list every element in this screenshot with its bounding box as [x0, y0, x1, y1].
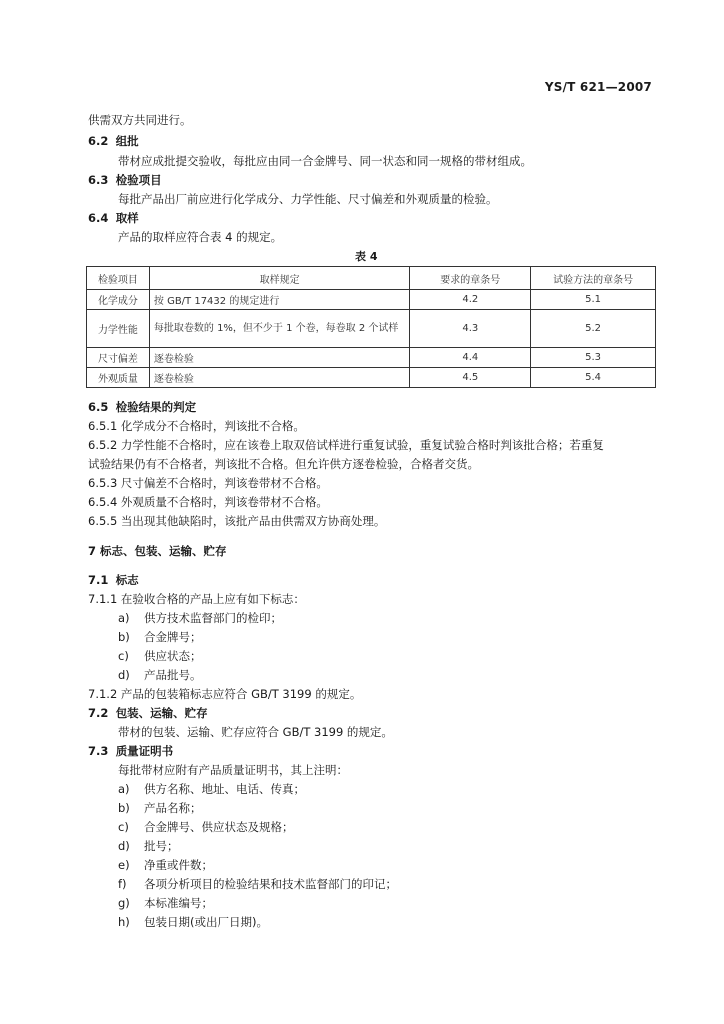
clause-6-5-2: 6.5.2 力学性能不合格时，应在该卷上取双倍试样进行重复试验，重复试验合格时判该批合格；若重复 — [88, 438, 604, 452]
section-7-2-body: 带材的包装、运输、贮存应符合 GB/T 3199 的规定。 — [118, 725, 393, 739]
table-cell: 外观质量 — [87, 368, 150, 388]
table-cell: 5.4 — [531, 368, 656, 388]
table-row — [87, 368, 656, 388]
list-item: c) 供应状态； — [118, 649, 202, 663]
section-6-5-heading: 6.5 检验结果的判定 — [88, 400, 197, 414]
clause-6-5-2-cont: 试验结果仍有不合格者，判该批不合格。但允许供方逐卷检验，合格者交货。 — [88, 457, 479, 471]
list-item: d) 批号； — [118, 839, 179, 853]
table-cell: 5.2 — [531, 310, 656, 348]
table-cell: 4.4 — [410, 348, 531, 368]
section-6-4-heading: 6.4 取样 — [88, 211, 139, 225]
section-6-2-body: 带材应成批提交验收，每批应由同一合金牌号、同一状态和同一规格的带材组成。 — [118, 154, 532, 168]
list-item: d) 产品批号。 — [118, 668, 202, 682]
document-code: YS/T 621—2007 — [544, 80, 652, 94]
table-cell: 4.2 — [410, 290, 531, 310]
section-6-4-body: 产品的取样应符合表 4 的规定。 — [118, 230, 283, 244]
table-cell: 每批取卷数的 1%，但不少于 1 个卷，每卷取 2 个试样 — [149, 310, 410, 348]
clause-6-5-3: 6.5.3 尺寸偏差不合格时，判该卷带材不合格。 — [88, 476, 328, 490]
table-cell: 5.1 — [531, 290, 656, 310]
table-caption: 表 4 — [355, 250, 378, 263]
continued-text: 供需双方共同进行。 — [88, 113, 192, 127]
table-row — [87, 310, 656, 348]
sampling-table — [86, 266, 656, 388]
table-header-cell: 取样规定 — [149, 267, 410, 290]
table-cell: 按 GB/T 17432 的规定进行 — [149, 290, 410, 310]
list-item: a) 供方名称、地址、电话、传真； — [118, 782, 305, 796]
clause-6-5-4: 6.5.4 外观质量不合格时，判该卷带材不合格。 — [88, 495, 328, 509]
section-7-3-heading: 7.3 质量证明书 — [88, 744, 174, 758]
clause-7-1-1: 7.1.1 在验收合格的产品上应有如下标志： — [88, 592, 305, 606]
clause-6-5-5: 6.5.5 当出现其他缺陷时，该批产品由供需双方协商处理。 — [88, 514, 386, 528]
table-cell: 逐卷检验 — [149, 368, 410, 388]
table-header-cell: 要求的章条号 — [410, 267, 531, 290]
section-6-3-body: 每批产品出厂前应进行化学成分、力学性能、尺寸偏差和外观质量的检验。 — [118, 192, 498, 206]
table-cell: 4.5 — [410, 368, 531, 388]
section-7-heading: 7 标志、包装、运输、贮存 — [88, 544, 227, 558]
table-header-cell: 试验方法的章条号 — [531, 267, 656, 290]
list-item: h) 包装日期(或出厂日期)。 — [118, 915, 268, 929]
table-header-row — [87, 267, 656, 290]
section-7-3-body: 每批带材应附有产品质量证明书，其上注明： — [118, 763, 348, 777]
table-cell: 化学成分 — [87, 290, 150, 310]
table-cell: 5.3 — [531, 348, 656, 368]
section-6-3-heading: 6.3 检验项目 — [88, 173, 162, 187]
list-item: e) 净重或件数； — [118, 858, 213, 872]
clause-7-1-2: 7.1.2 产品的包装箱标志应符合 GB/T 3199 的规定。 — [88, 687, 362, 701]
list-item: b) 产品名称； — [118, 801, 202, 815]
table-header-cell: 检验项目 — [87, 267, 150, 290]
table-row — [87, 348, 656, 368]
table-cell: 力学性能 — [87, 310, 150, 348]
list-item: g) 本标准编号； — [118, 896, 213, 910]
table-cell: 4.3 — [410, 310, 531, 348]
table-row — [87, 290, 656, 310]
section-6-2-heading: 6.2 组批 — [88, 134, 139, 148]
list-item: b) 合金牌号； — [118, 630, 202, 644]
list-item: c) 合金牌号、供应状态及规格； — [118, 820, 294, 834]
table-cell: 逐卷检验 — [149, 348, 410, 368]
section-7-1-heading: 7.1 标志 — [88, 573, 139, 587]
list-item: f) 各项分析项目的检验结果和技术监督部门的印记； — [118, 877, 397, 891]
clause-6-5-1: 6.5.1 化学成分不合格时，判该批不合格。 — [88, 419, 305, 433]
list-item: a) 供方技术监督部门的检印； — [118, 611, 282, 625]
section-7-2-heading: 7.2 包装、运输、贮存 — [88, 706, 208, 720]
table-cell: 尺寸偏差 — [87, 348, 150, 368]
